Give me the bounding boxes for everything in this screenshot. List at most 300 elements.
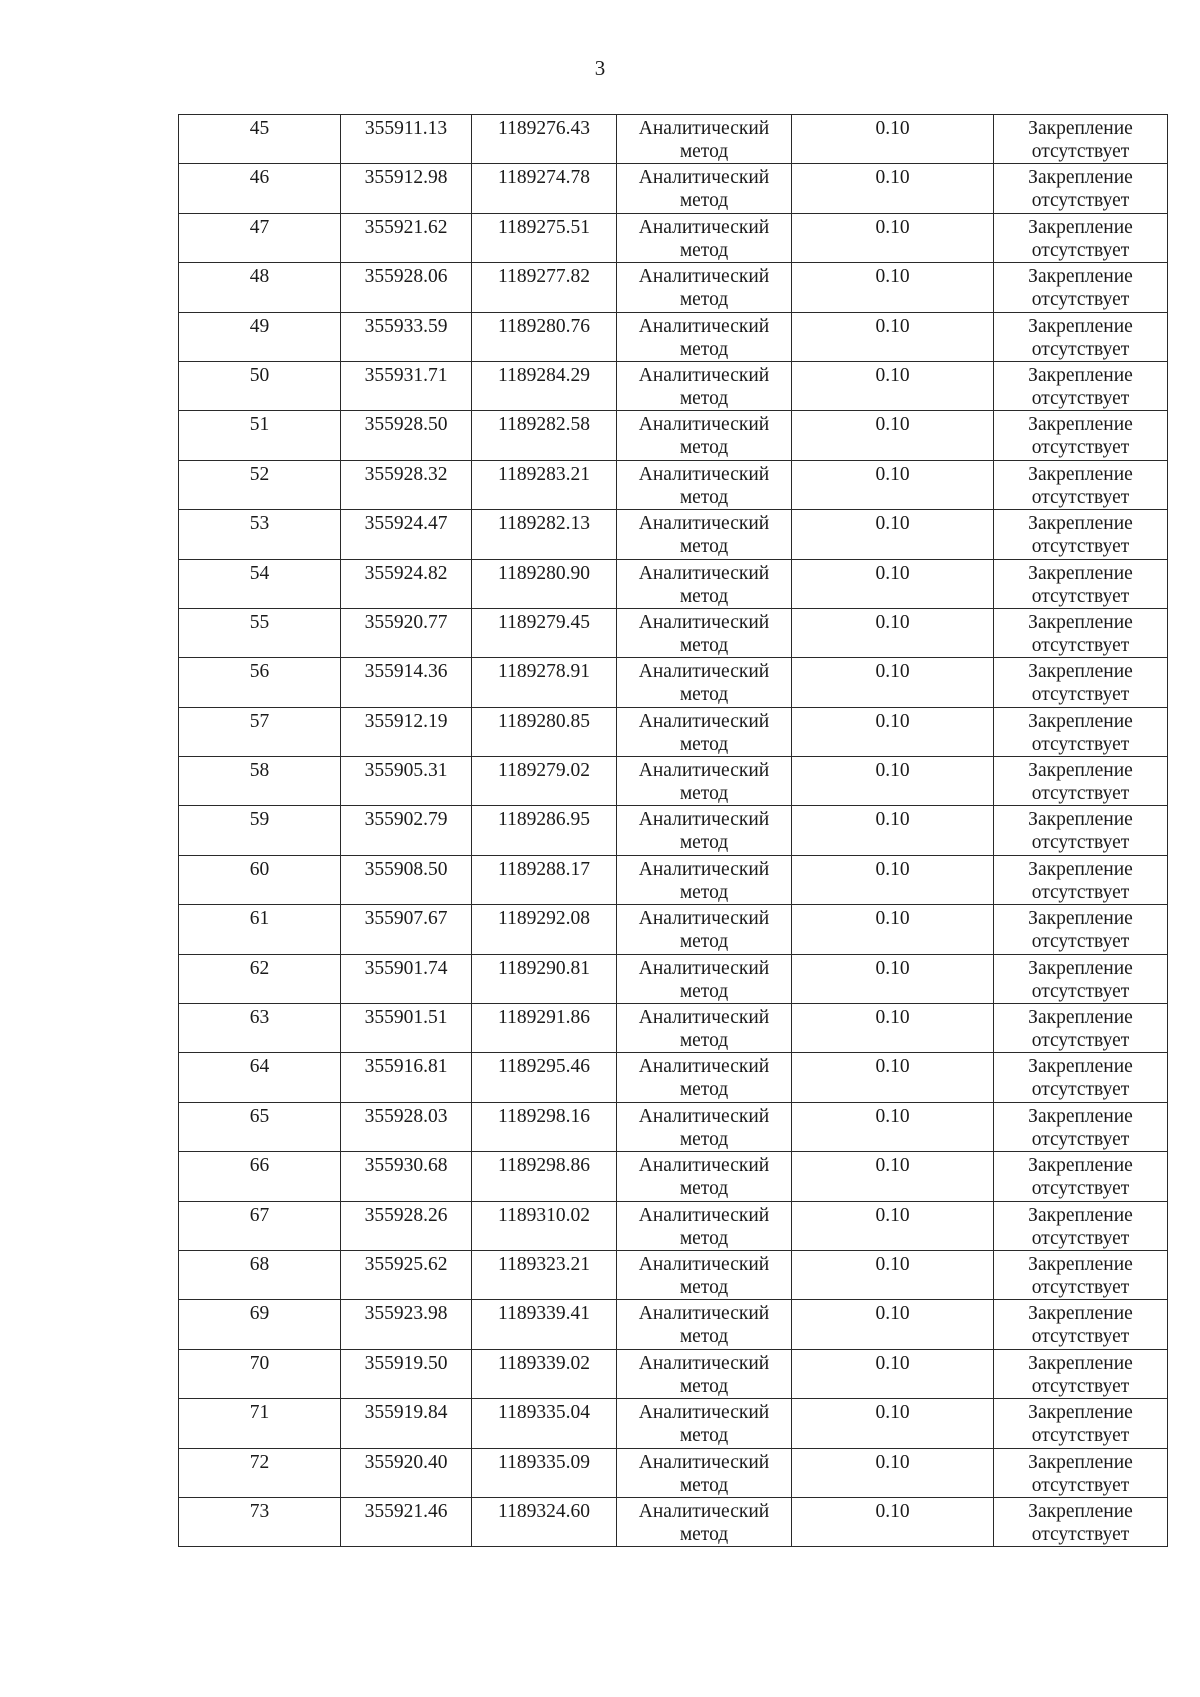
fixing-cell [994,361,1168,410]
method-line-1: Аналитический [638,908,770,930]
fixing-line-1: Закрепление [1028,167,1133,189]
coordinate-x-cell [341,115,472,164]
accuracy-cell [792,1102,994,1151]
fixing-cell [994,1053,1168,1102]
accuracy-cell [792,1004,994,1053]
coordinate-x: 355924.47 [364,513,448,535]
table-row [179,411,1168,460]
coordinate-y-cell [472,1004,617,1053]
coordinate-y: 1189323.21 [498,1253,590,1275]
fixing-cell [994,411,1168,460]
point-number: 51 [249,414,270,436]
coordinate-x-cell [341,213,472,262]
fixing-line-1: Закрепление [1028,1105,1133,1127]
method-line-1: Аналитический [638,266,770,288]
coordinate-x: 355908.50 [364,858,448,880]
method-cell [617,757,792,806]
coordinate-x: 355928.03 [364,1105,448,1127]
accuracy-cell [792,312,994,361]
coordinate-y: 1189290.81 [498,957,590,979]
fixing-line-1: Закрепление [1028,1500,1133,1522]
method-cell [617,312,792,361]
fixing-cell [994,1102,1168,1151]
coordinate-x-cell [341,1497,472,1546]
coordinate-y: 1189274.78 [498,167,590,189]
method-line-1: Аналитический [638,1007,770,1029]
coordinate-x: 355901.51 [364,1007,448,1029]
method-line-2: метод [679,684,729,706]
coordinate-x-cell [341,608,472,657]
fixing-line-2: отсутствует [1031,141,1130,162]
coordinate-y-cell [472,757,617,806]
point-number: 64 [249,1056,270,1078]
method-line-2: метод [679,239,729,261]
coordinate-x: 355925.62 [364,1253,448,1275]
method-line-1: Аналитический [638,1303,770,1325]
point-number-cell [179,164,341,213]
table-row [179,1053,1168,1102]
coordinate-y: 1189277.82 [498,266,590,288]
method-cell [617,510,792,559]
accuracy-value: 0.10 [875,809,910,831]
point-number: 48 [249,266,270,288]
table-row [179,1250,1168,1299]
method-line-2: метод [679,289,729,311]
coordinate-y: 1189339.41 [498,1303,590,1325]
method-line-1: Аналитический [638,118,770,139]
coordinate-x: 355928.26 [364,1204,448,1226]
accuracy-value: 0.10 [875,611,910,633]
coordinate-y: 1189288.17 [498,858,590,880]
coordinate-y: 1189280.90 [498,562,590,584]
point-number-cell [179,361,341,410]
coordinate-y-cell [472,1053,617,1102]
coordinate-x: 355912.98 [364,167,448,189]
accuracy-value: 0.10 [875,1500,910,1522]
point-number-cell [179,411,341,460]
point-number: 46 [249,167,270,189]
method-cell [617,707,792,756]
table-row [179,460,1168,509]
point-number: 73 [249,1500,270,1522]
method-line-2: метод [679,980,729,1002]
accuracy-cell [792,806,994,855]
fixing-line-1: Закрепление [1028,661,1133,683]
coordinate-y-cell [472,806,617,855]
accuracy-value: 0.10 [875,661,910,683]
method-line-1: Аналитический [638,1155,770,1177]
fixing-cell [994,559,1168,608]
point-number-cell [179,954,341,1003]
point-number-cell [179,115,341,164]
coordinate-x: 355911.13 [364,118,448,139]
coordinate-x-cell [341,707,472,756]
point-number: 60 [249,858,270,880]
coordinate-y-cell [472,1102,617,1151]
fixing-cell [994,1152,1168,1201]
accuracy-value: 0.10 [875,1402,910,1424]
method-cell [617,213,792,262]
coordinate-x: 355912.19 [364,710,448,732]
accuracy-cell [792,1300,994,1349]
coordinate-y-cell [472,707,617,756]
point-number-cell [179,559,341,608]
point-number-cell [179,1004,341,1053]
coordinate-y: 1189282.13 [498,513,590,535]
accuracy-cell [792,411,994,460]
fixing-line-2: отсутствует [1031,486,1130,508]
method-line-2: метод [679,486,729,508]
coordinate-y-cell [472,115,617,164]
coordinate-x-cell [341,855,472,904]
coordinate-y-cell [472,411,617,460]
accuracy-cell [792,164,994,213]
fixing-line-2: отсутствует [1031,1326,1130,1348]
coordinate-y-cell [472,1250,617,1299]
point-number-cell [179,855,341,904]
point-number-cell [179,1399,341,1448]
method-line-1: Аналитический [638,611,770,633]
accuracy-value: 0.10 [875,760,910,782]
coordinate-y-cell [472,460,617,509]
fixing-cell [994,312,1168,361]
fixing-cell [994,164,1168,213]
fixing-line-1: Закрепление [1028,266,1133,288]
method-line-1: Аналитический [638,513,770,535]
point-number-cell [179,806,341,855]
coordinate-y: 1189282.58 [498,414,590,436]
accuracy-value: 0.10 [875,1451,910,1473]
point-number: 52 [249,463,270,485]
point-number: 59 [249,809,270,831]
fixing-line-1: Закрепление [1028,611,1133,633]
coordinate-y: 1189335.04 [498,1402,590,1424]
accuracy-cell [792,510,994,559]
point-number-cell [179,312,341,361]
fixing-cell [994,115,1168,164]
point-number: 70 [249,1352,270,1374]
coordinate-y: 1189276.43 [498,118,590,139]
accuracy-cell [792,954,994,1003]
fixing-line-1: Закрепление [1028,315,1133,337]
method-cell [617,115,792,164]
table-row [179,1497,1168,1546]
fixing-line-2: отсутствует [1031,536,1130,558]
accuracy-cell [792,905,994,954]
coordinate-x-cell [341,1201,472,1250]
method-cell [617,1004,792,1053]
fixing-line-2: отсутствует [1031,1227,1130,1249]
fixing-cell [994,707,1168,756]
coordinate-y-cell [472,855,617,904]
point-number-cell [179,1152,341,1201]
method-line-2: метод [679,1425,729,1447]
fixing-line-1: Закрепление [1028,513,1133,535]
method-line-2: метод [679,141,729,162]
fixing-cell [994,263,1168,312]
accuracy-value: 0.10 [875,1303,910,1325]
fixing-cell [994,1300,1168,1349]
method-line-1: Аналитический [638,1402,770,1424]
coordinate-x-cell [341,263,472,312]
method-line-2: метод [679,1375,729,1397]
method-cell [617,608,792,657]
fixing-line-2: отсутствует [1031,1079,1130,1101]
coordinate-x: 355928.32 [364,463,448,485]
coordinate-y: 1189339.02 [498,1352,590,1374]
table-row [179,1102,1168,1151]
method-line-1: Аналитический [638,463,770,485]
table-row [179,361,1168,410]
coordinate-x-cell [341,806,472,855]
method-line-2: метод [679,931,729,953]
coordinate-y-cell [472,658,617,707]
coordinate-y: 1189324.60 [498,1500,590,1522]
method-line-1: Аналитический [638,809,770,831]
fixing-line-1: Закрепление [1028,957,1133,979]
table-row [179,115,1168,164]
coordinate-x-cell [341,361,472,410]
point-number: 69 [249,1303,270,1325]
coordinate-x-cell [341,1448,472,1497]
fixing-line-2: отсутствует [1031,1276,1130,1298]
fixing-cell [994,510,1168,559]
method-cell [617,1053,792,1102]
fixing-cell [994,954,1168,1003]
point-number: 53 [249,513,270,535]
point-number: 62 [249,957,270,979]
accuracy-value: 0.10 [875,216,910,238]
fixing-line-2: отсутствует [1031,289,1130,311]
coordinate-x-cell [341,1399,472,1448]
table-row [179,757,1168,806]
method-line-1: Аналитический [638,414,770,436]
method-line-1: Аналитический [638,562,770,584]
point-number-cell [179,608,341,657]
table-row [179,855,1168,904]
point-number: 58 [249,760,270,782]
accuracy-cell [792,855,994,904]
method-cell [617,855,792,904]
accuracy-value: 0.10 [875,315,910,337]
coordinate-x: 355921.62 [364,216,448,238]
fixing-cell [994,213,1168,262]
method-cell [617,1448,792,1497]
coordinate-y-cell [472,608,617,657]
method-line-2: метод [679,783,729,805]
coordinate-x: 355919.50 [364,1352,448,1374]
coordinate-y: 1189298.86 [498,1155,590,1177]
accuracy-value: 0.10 [875,1007,910,1029]
method-line-2: метод [679,1326,729,1348]
method-line-2: метод [679,585,729,607]
coordinate-x: 355921.46 [364,1500,448,1522]
accuracy-cell [792,1053,994,1102]
coordinate-y: 1189298.16 [498,1105,590,1127]
coordinate-x-cell [341,1004,472,1053]
fixing-line-1: Закрепление [1028,414,1133,436]
coordinate-y-cell [472,1349,617,1398]
table-row [179,1448,1168,1497]
coordinate-x: 355920.77 [364,611,448,633]
fixing-line-2: отсутствует [1031,1375,1130,1397]
fixing-cell [994,1004,1168,1053]
coordinate-x-cell [341,1300,472,1349]
fixing-line-2: отсутствует [1031,338,1130,360]
method-line-2: метод [679,437,729,459]
fixing-cell [994,1399,1168,1448]
table-row [179,1300,1168,1349]
point-number: 50 [249,364,270,386]
method-cell [617,1250,792,1299]
coordinate-x-cell [341,1102,472,1151]
coordinate-y: 1189279.02 [498,760,590,782]
coordinate-y: 1189292.08 [498,908,590,930]
coordinate-y-cell [472,1448,617,1497]
coordinate-y: 1189335.09 [498,1451,590,1473]
method-line-1: Аналитический [638,1451,770,1473]
coordinate-x-cell [341,559,472,608]
point-number-cell [179,213,341,262]
coordinate-y-cell [472,1399,617,1448]
fixing-cell [994,757,1168,806]
table-row [179,1349,1168,1398]
fixing-line-2: отсутствует [1031,387,1130,409]
accuracy-cell [792,1152,994,1201]
coordinate-y-cell [472,954,617,1003]
point-number: 63 [249,1007,270,1029]
method-line-1: Аналитический [638,957,770,979]
accuracy-value: 0.10 [875,710,910,732]
table-row [179,263,1168,312]
method-line-1: Аналитический [638,710,770,732]
fixing-line-2: отсутствует [1031,1523,1130,1545]
coordinate-y: 1189283.21 [498,463,590,485]
coordinate-y-cell [472,1152,617,1201]
accuracy-cell [792,1448,994,1497]
table-row [179,608,1168,657]
method-cell [617,361,792,410]
fixing-cell [994,1201,1168,1250]
fixing-line-2: отсутствует [1031,437,1130,459]
fixing-line-2: отсутствует [1031,881,1130,903]
method-cell [617,263,792,312]
coordinate-x: 355933.59 [364,315,448,337]
coordinates-table [178,114,1168,1547]
point-number: 68 [249,1253,270,1275]
method-line-2: метод [679,634,729,656]
method-line-1: Аналитический [638,1105,770,1127]
point-number: 61 [249,908,270,930]
fixing-line-1: Закрепление [1028,364,1133,386]
accuracy-value: 0.10 [875,908,910,930]
point-number: 66 [249,1155,270,1177]
accuracy-cell [792,1399,994,1448]
table-row [179,312,1168,361]
point-number: 47 [249,216,270,238]
coordinate-x: 355914.36 [364,661,448,683]
method-line-1: Аналитический [638,661,770,683]
accuracy-value: 0.10 [875,167,910,189]
fixing-line-1: Закрепление [1028,1402,1133,1424]
fixing-line-2: отсутствует [1031,783,1130,805]
fixing-cell [994,806,1168,855]
coordinate-y: 1189295.46 [498,1056,590,1078]
fixing-cell [994,460,1168,509]
method-line-1: Аналитический [638,1500,770,1522]
point-number: 45 [249,118,270,139]
table-row [179,954,1168,1003]
fixing-line-1: Закрепление [1028,1303,1133,1325]
coordinate-x: 355905.31 [364,760,448,782]
fixing-line-1: Закрепление [1028,760,1133,782]
coordinate-x-cell [341,954,472,1003]
point-number-cell [179,1448,341,1497]
method-line-2: метод [679,832,729,854]
fixing-cell [994,1497,1168,1546]
fixing-line-1: Закрепление [1028,1155,1133,1177]
table-row [179,510,1168,559]
accuracy-cell [792,707,994,756]
method-line-2: метод [679,338,729,360]
point-number-cell [179,757,341,806]
point-number: 57 [249,710,270,732]
fixing-cell [994,855,1168,904]
method-cell [617,806,792,855]
fixing-line-2: отсутствует [1031,1425,1130,1447]
point-number-cell [179,1201,341,1250]
table-row [179,707,1168,756]
table-row [179,1004,1168,1053]
point-number-cell [179,1102,341,1151]
coordinate-y: 1189278.91 [498,661,590,683]
coordinate-x-cell [341,658,472,707]
method-line-2: метод [679,1079,729,1101]
accuracy-value: 0.10 [875,364,910,386]
coordinate-y-cell [472,213,617,262]
fixing-line-2: отсутствует [1031,239,1130,261]
table-row [179,1201,1168,1250]
coordinate-y-cell [472,164,617,213]
accuracy-cell [792,658,994,707]
method-cell [617,411,792,460]
coordinate-y-cell [472,905,617,954]
method-cell [617,1300,792,1349]
fixing-line-1: Закрепление [1028,1253,1133,1275]
fixing-line-1: Закрепление [1028,908,1133,930]
page-number: 3 [594,56,606,80]
method-line-2: метод [679,190,729,212]
coordinate-y: 1189275.51 [498,216,590,238]
accuracy-value: 0.10 [875,1105,910,1127]
fixing-line-1: Закрепление [1028,710,1133,732]
method-line-1: Аналитический [638,1352,770,1374]
method-cell [617,1102,792,1151]
method-line-2: метод [679,387,729,409]
table-row [179,658,1168,707]
accuracy-value: 0.10 [875,562,910,584]
coordinate-x-cell [341,1152,472,1201]
coordinates-table-body [179,115,1168,1547]
coordinate-y-cell [472,312,617,361]
method-cell [617,559,792,608]
point-number-cell [179,1053,341,1102]
fixing-line-2: отсутствует [1031,832,1130,854]
coordinate-y-cell [472,1300,617,1349]
coordinate-x-cell [341,312,472,361]
coordinate-x: 355923.98 [364,1303,448,1325]
accuracy-cell [792,460,994,509]
